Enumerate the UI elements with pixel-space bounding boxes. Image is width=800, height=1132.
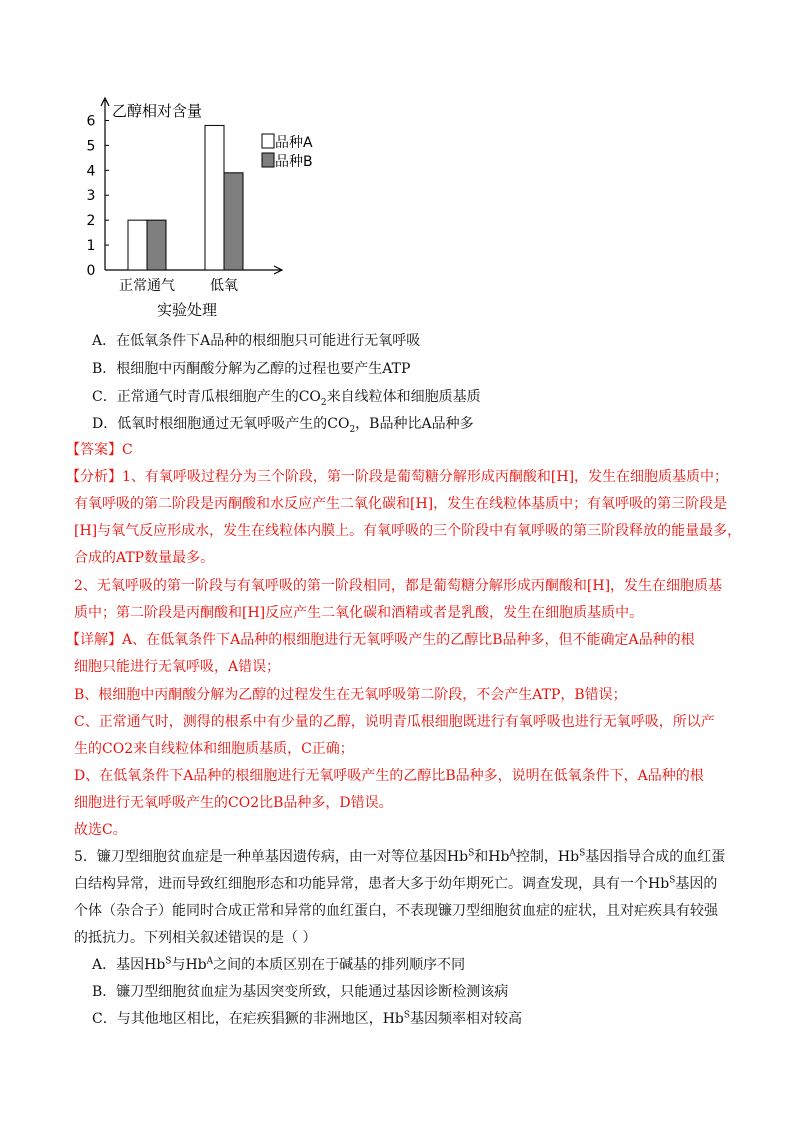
y-tick-label: 5 [86, 138, 96, 155]
analysis-line-1: 【分析】1、有氧呼吸过程分为三个阶段，第一阶段是葡萄糖分解形成丙酮酸和[H]，发生在细胞质基质中； [66, 469, 729, 485]
q5-stem-line-3: 个体（杂合子）能同时合成正常和异常的血红蛋白，不表现镰刀型细胞贫血症的症状，且对疟疾具有较强 [74, 903, 718, 919]
analysis-line-5: 2、无氧呼吸的第一阶段与有氧呼吸的第一阶段相同，都是葡萄糖分解形成丙酮酸和[H]，发生在细胞质基 [74, 578, 723, 594]
detail-line-4: C、正常通气时，测得的根系中有少量的乙醇，说明青瓜根细胞既进行有氧呼吸也进行无氧呼吸，所以产 [74, 714, 715, 730]
y-tick-label: 3 [86, 188, 96, 205]
q4-option-c: C．正常通气时青瓜根细胞产生的$CO_2$来自线粒体和细胞质基质 [92, 389, 481, 408]
analysis-tag: 【分析】 [66, 469, 122, 485]
answer-tag: 【答案】 [66, 442, 122, 458]
analysis-line-3: [H]与氧气反应形成水，发生在线粒体内膜上。有氧呼吸的三个阶段中有氧呼吸的第三阶段释放的能量最多， [74, 523, 742, 539]
bar-2-2 [224, 173, 243, 270]
q5-option-c: C．与其他地区相比，在疟疾猖獗的非洲地区，$Hb^S$基因频率相对较高 [92, 1010, 523, 1027]
legend-swatch [262, 153, 274, 167]
detail-line-8: 故选C。 [74, 822, 127, 838]
y-tick-label: 4 [86, 163, 96, 180]
q5-stem-line-2: 白结构异常，进而导致红细胞形态和功能异常，患者大多于幼年期死亡。调查发现，具有一个$Hb^S$基因的 [74, 875, 718, 892]
q4-option-b: B．根细胞中丙酮酸分解为乙醇的过程也要产生ATP [92, 361, 411, 377]
q4-option-a: A．在低氧条件下A品种的根细胞只可能进行无氧呼吸 [92, 333, 421, 349]
x-tick-label: 正常通气 [119, 278, 175, 294]
legend-label: 品种B [275, 154, 313, 170]
bar-1-2 [147, 220, 166, 270]
detail-tag: 【详解】 [66, 632, 122, 648]
detail-line-1: 【详解】A、在低氧条件下A品种的根细胞进行无氧呼吸产生的乙醇比B品种多，但不能确定A品种的根 [66, 632, 695, 648]
y-tick-label: 0 [86, 263, 96, 279]
q5-option-b: B．镰刀型细胞贫血症为基因突变所致，只能通过基因诊断检测该病 [92, 984, 509, 1000]
x-axis-title: 实验处理 [156, 301, 218, 319]
detail-line-3: B、根细胞中丙酮酸分解为乙醇的过程发生在无氧呼吸第二阶段，不会产生ATP，B错误； [74, 687, 627, 703]
detail-line-7: 细胞进行无氧呼吸产生的CO2比B品种多，D错误。 [74, 795, 393, 811]
q5-stem-line-4: 的抵抗力。下列相关叙述错误的是（ ） [74, 930, 317, 946]
detail-line-5: 生的CO2来自线粒体和细胞质基质，C正确； [74, 741, 354, 757]
analysis-line-6: 质中；第二阶段是丙酮酸和[H]反应产生二氧化碳和酒精或者是乳酸，发生在细胞质基质中。 [74, 605, 644, 621]
y-tick-label: 6 [86, 113, 96, 130]
answer-line [66, 440, 133, 460]
q5-option-a: A．基因$Hb^S$与$Hb^A$之间的本质区别在于碱基的排列顺序不同 [92, 956, 466, 973]
y-tick-label: 2 [86, 213, 96, 230]
ethanol-bar-chart [60, 90, 390, 330]
analysis-line-4: 合成的ATP数量最多。 [74, 550, 215, 566]
bar-2-1 [205, 125, 224, 270]
legend-label: 品种A [275, 135, 313, 151]
legend-swatch [262, 134, 274, 148]
q5-stem-line-1: 5．镰刀型细胞贫血症是一种单基因遗传病，由一对等位基因$Hb^S$和$Hb^A$控制，$Hb^S$基因指导合成的血红蛋 [74, 848, 726, 865]
y-axis-title: 乙醇相对含量 [112, 102, 203, 120]
x-tick-label: 低氧 [210, 278, 238, 294]
detail-line-6: D、在低氧条件下A品种的根细胞进行无氧呼吸产生的乙醇比B品种多，说明在低氧条件下，A品种的根 [74, 768, 704, 784]
y-tick-label: 1 [86, 238, 96, 255]
analysis-line-2: 有氧呼吸的第二阶段是丙酮酸和水反应产生二氧化碳和[H]，发生在线粒体基质中；有氧呼吸的第三阶段是 [74, 496, 728, 512]
detail-line-2: 细胞只能进行无氧呼吸，A错误； [74, 659, 281, 675]
answer-value: C [122, 442, 133, 458]
q4-option-d: D．低氧时根细胞通过无氧呼吸产生的$CO_2$，B品种比A品种多 [92, 416, 474, 435]
bar-1-1 [128, 220, 147, 270]
